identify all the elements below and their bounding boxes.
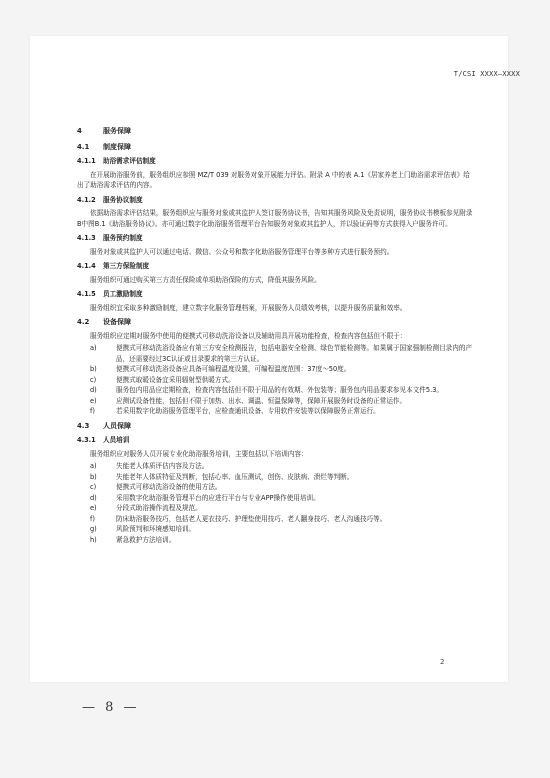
paragraph: 依据助浴需求评估结果，服务组织应与服务对象或其监护人签订服务协议书，告知其服务风险及免责说明，服务协议书模板参见附录B中图B.1《助浴服务协议》。亦可通过数字化助浴服务管理平台告知服务对象或其监护人，并以验证码等方式获得入户服务许可。 (77, 209, 473, 228)
page-number: 2 (440, 658, 445, 666)
list-item: f) 防床助浴服务技巧，包括老人更衣技巧、护理垫使用技巧、老人翻身技巧、老人沟通技巧等。 (90, 514, 387, 523)
list-item: d) 服务包内用品应定期检查，检查内容包括但不限于用品的有效期、外包装等；服务包内用品要求参见本文件5.3。 (90, 386, 443, 394)
list-item: d) 采用数字化助浴服务管理平台的应进行平台与专业APP操作使用培训。 (90, 493, 320, 502)
list-item: e) 分段式助浴操作流程及规范。 (90, 504, 202, 512)
list-item: a) 便携式可移动洗浴设备应有第三方安全检测报告，包括电器安全检测、绿色节能检测等。如果属于国家强制检测目录内的产品，还需要经过3C认证或目录要求的第三方认证。 (90, 344, 473, 363)
section-heading-4-1-4: 4.1.4 第三方保险制度 (77, 262, 150, 270)
list-item: c) 便携式取暖设备宜采用辐射型供暖方式。 (90, 375, 235, 384)
list-item: e) 应测试设备性能，包括但不限于加热、出水、调温、恒温保障等，保障开展服务时设备的正常运作。 (90, 396, 407, 405)
section-heading-4-1-5: 4.1.5 员工激励制度 (77, 290, 143, 298)
section-heading-4-3: 4.3 人员保障 (77, 421, 131, 430)
section-heading-4-1-2: 4.1.2 服务协议制度 (77, 195, 143, 204)
list-item: h) 紧急救护方法培训。 (90, 535, 176, 544)
training-content-list (77, 461, 473, 545)
list-item: a) 失能老人体质评估内容及方法。 (90, 462, 209, 470)
paragraph: 服务组织可通过购买第三方责任保险或单项助浴保险的方式，降低其服务风险。 (90, 275, 321, 284)
paragraph: 服务组织应对服务人员开展专业化助浴服务培训，主要包括以下培训内容： (90, 449, 308, 458)
list-item: c) 便携式可移动洗浴设备的使用方法。 (90, 483, 222, 491)
list-item: f) 若采用数字化助浴服务管理平台，应检查通讯设备、专用软件安装等以保障服务正常运行。 (90, 407, 380, 415)
equipment-check-list (77, 343, 473, 417)
standard-code: T/CSI XXXX—XXXX (453, 70, 520, 78)
print-page-number: — 8 — (82, 700, 140, 715)
list-item: g) 风险预判和环境感知培训。 (90, 525, 196, 533)
section-heading-4-1-1: 4.1.1 助浴需求评估制度 (77, 157, 156, 165)
list-item: b) 失能老年人体质特征及判断，包括心率、血压测试，创伤、皮肤病、溃烂等判断。 (90, 472, 354, 481)
section-heading-4-2: 4.2 设备保障 (77, 318, 131, 326)
section-heading-4-1-3: 4.1.3 服务预约制度 (77, 234, 143, 242)
document-body (77, 126, 473, 547)
paragraph: 在开展助浴服务前，服务组织应参照 MZ/T 039 对服务对象开展能力评估。附录 A 中的表 A.1《居家养老上门助浴需求评估表》给出了助浴需求评估的内容。 (77, 170, 470, 189)
paragraph: 服务对象或其监护人可以通过电话、微信、公众号和数字化助浴服务管理平台等多种方式进行服务预约。 (90, 247, 394, 256)
paragraph: 服务组织宜采取多种激励制度，建立数字化服务管理档案，开展服务人员绩效考核，以提升服务质量和效率。 (90, 303, 407, 312)
list-item: b) 便携式可移动洗浴设备应具备可编程温度设置，可编程温度范围：37度～50度。 (90, 365, 351, 373)
section-heading-4-1: 4.1 制度保障 (77, 142, 131, 151)
section-heading-4-3-1: 4.3.1 人员培训 (77, 436, 130, 444)
paragraph: 服务组织应定期对服务中使用的便携式可移动洗浴设备以及辅助用具开展功能检查，检查内容包括但不限于： (90, 331, 407, 340)
section-heading-4: 4 服务保障 (77, 127, 131, 135)
